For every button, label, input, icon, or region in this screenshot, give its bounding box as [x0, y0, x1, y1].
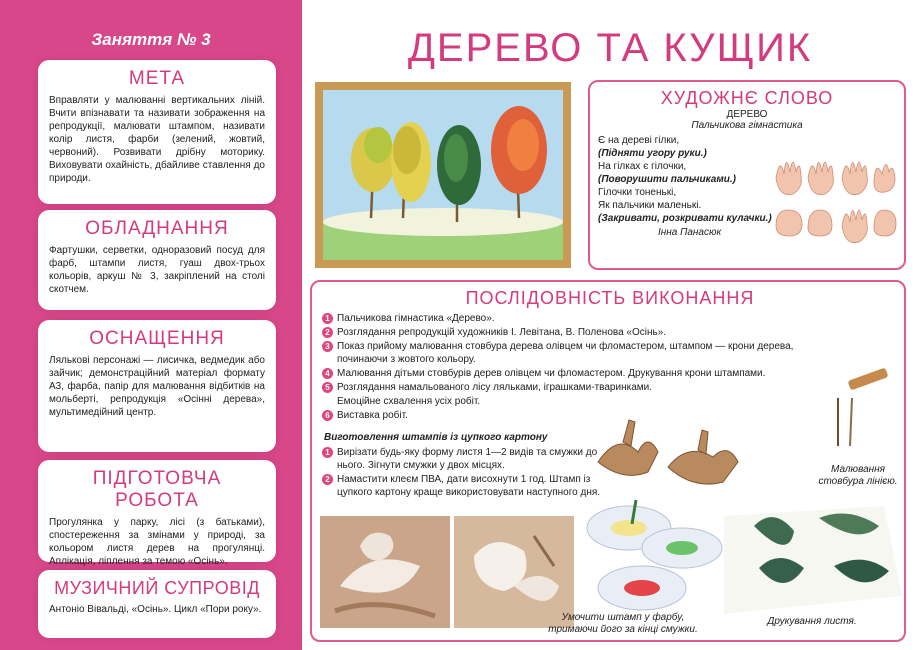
caption-dip: Умочити штамп у фарбу, тримаючи його за кінці смужки. — [548, 612, 698, 635]
trees-painting — [323, 90, 563, 260]
card-music — [40, 572, 274, 636]
hands-illustration — [770, 144, 898, 254]
poem-line: Гілочки тоненькі, — [598, 187, 677, 198]
step-number: 2 — [322, 474, 333, 485]
page-title: ДЕРЕВО ТА КУЩИК — [407, 26, 813, 70]
card-equipment-text: Фартушки, серветки, одноразовий посуд для фарб, штампи листя, гуаш двох-трьох кольорів, аркуш № 3, закріплений на столі скотчем. — [49, 245, 265, 295]
printed-leaves-photo — [724, 496, 904, 614]
poem-line: (Поворушити пальчиками.) — [598, 174, 736, 185]
step-number: 1 — [322, 313, 333, 324]
trees-painting-image — [315, 82, 571, 268]
cardboard-stamps-photo — [588, 412, 748, 492]
poem-author: Інна Панасюк — [658, 227, 722, 238]
card-preparation-text: Прогулянка у парку, лісі (з батьками), спостереження за змінами у природі, за кольором листя дерев на прогулянці. Аплікація, ліплення за темою «Осінь». — [49, 517, 265, 567]
step-item — [322, 312, 842, 325]
step-number: 1 — [322, 447, 333, 458]
poem-line: На гілках є гілочки, — [598, 161, 687, 172]
stamp-step-item — [322, 446, 612, 472]
step-number: 5 — [322, 382, 333, 393]
stamp-steps-list — [322, 446, 612, 500]
caption-trunk: Малювання стовбура лінією. — [818, 464, 898, 487]
step-text: Розглядання репродукцій художників І. Левітана, В. Поленова «Осінь». — [337, 327, 667, 338]
card-equipment — [40, 212, 274, 308]
step-item — [322, 395, 842, 408]
card-equipment-title: ОБЛАДНАННЯ — [85, 218, 229, 239]
step-number: 6 — [322, 410, 333, 421]
step-text: Емоційне схвалення усіх робіт. — [337, 396, 481, 407]
step-text: Пальчикова гімнастика «Дерево». — [337, 313, 495, 324]
card-materials-text: Лялькові персонажі — лисичка, ведмедик або зайчик; демонстраційний матеріал формату А3, фарба, папір для малювання відбитків на мольберті, репродукція «Осінні дерева», мультимедійний центр. — [49, 355, 265, 418]
steps-box — [310, 280, 906, 642]
poem-title: ДЕРЕВО — [726, 109, 768, 120]
card-music-text: Антоніо Вівальді, «Осінь». Цикл «Пори року». — [49, 604, 262, 615]
stamp-making-heading: Виготовлення штампів із цупкого картону — [324, 432, 548, 443]
poem-line: Як пальчики маленькі. — [598, 200, 702, 211]
step-text: Намастити клеєм ПВА, дати висохнути 1 год. Штамп із цупкого картону краще використовувати наступного дня. — [337, 474, 601, 498]
left-panel — [0, 0, 302, 650]
card-music-title: МУЗИЧНИЙ СУПРОВІД — [54, 578, 260, 598]
step-text: Виставка робіт. — [337, 410, 408, 421]
step-number — [322, 396, 333, 407]
card-goal-text: Вправляти у малюванні вертикальних ліній. Вчити впізнавати та називати зображення на репродукції, малювати штампом, називати колір листя, фарби (зелений, жовтий, червоний). Розвивати дрібну моторику. Виховувати охайність, дбайливе ставлення до природи. — [49, 95, 265, 184]
lesson-number: Заняття № 3 — [91, 30, 211, 49]
step-text: Показ прийому малювання стовбура дерева олівцем чи фломастером, штампом — крони дерева, починаючи з жовтого кольору. — [337, 341, 794, 365]
paper-leaves-photo-1 — [320, 516, 450, 628]
caption-print: Друкування листя. — [767, 616, 857, 627]
paint-plates-photo — [574, 496, 724, 616]
poem-line: Є на дереві гілки, — [598, 135, 680, 146]
step-text: Малювання дітьми стовбурів дерев олівцем чи фломастером. Друкування крони штампами. — [337, 368, 766, 379]
card-preparation-title: ПІДГОТОВЧА РОБОТА — [92, 468, 222, 511]
steps-list — [322, 312, 842, 423]
poem-heading: ХУДОЖНЄ СЛОВО — [660, 88, 834, 108]
paper-leaves-drawing-1 — [320, 516, 450, 628]
poem-box — [588, 80, 906, 270]
poem-subtitle: Пальчикова гімнастика — [691, 120, 803, 131]
steps-heading: ПОСЛІДОВНІСТЬ ВИКОНАННЯ — [465, 288, 755, 308]
poem-line: (Закривати, розкривати кулачки.) — [598, 213, 772, 224]
card-materials — [40, 322, 274, 450]
card-goal-title: МЕТА — [128, 68, 186, 89]
card-materials-title: ОСНАЩЕННЯ — [89, 328, 225, 349]
poem-line: (Підняти угору руки.) — [598, 148, 707, 159]
step-item — [322, 326, 842, 339]
pencil-drawing-illustration — [818, 368, 898, 458]
step-number: 2 — [322, 327, 333, 338]
step-text: Розглядання намальованого лісу ляльками, іграшками-тваринками. — [337, 382, 652, 393]
step-number: 4 — [322, 368, 333, 379]
step-number: 3 — [322, 341, 333, 352]
step-item — [322, 381, 842, 394]
step-text: Вирізати будь-яку форму листя 1—2 видів та смужки до нього. Зігнути смужки у двох місцях. — [337, 447, 598, 471]
card-preparation — [40, 462, 274, 567]
stamp-step-item — [322, 473, 612, 499]
step-item — [322, 340, 842, 366]
step-item — [322, 367, 842, 380]
card-goal — [40, 62, 274, 202]
step-item — [322, 409, 842, 422]
